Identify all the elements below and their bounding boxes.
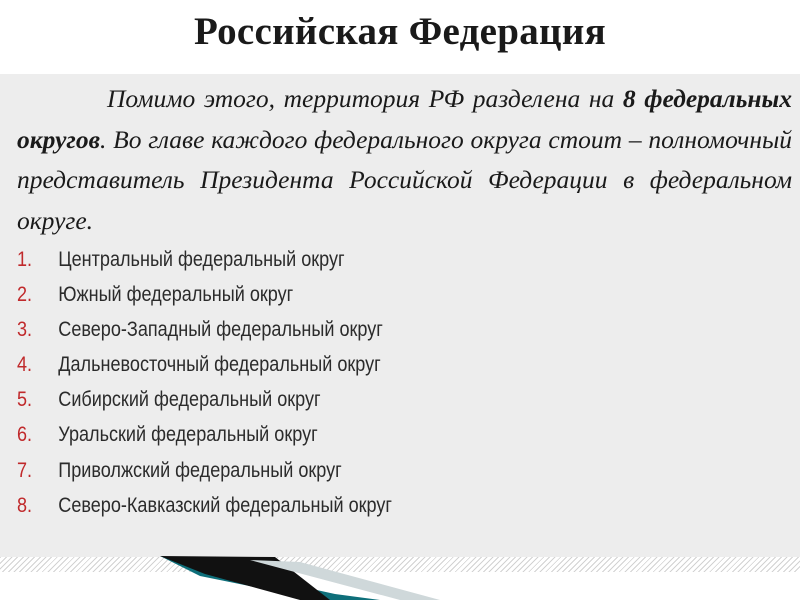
decorative-swoosh [0, 552, 800, 600]
list-item [17, 312, 392, 347]
list-item-number: 8. [17, 493, 33, 517]
list-item [17, 453, 392, 488]
list-item-label: Северо-Кавказский федеральный округ [58, 493, 393, 517]
intro-bold-text: 8 федеральных округов [17, 84, 793, 154]
list-item-number: 3. [17, 318, 33, 342]
list-item-label: Северо-Западный федеральный округ [58, 318, 383, 342]
intro-text-1: Помимо этого, территория РФ разделена на [107, 84, 623, 113]
slide-title: Российская Федерация [193, 10, 606, 53]
swoosh-dark-shape [160, 556, 330, 600]
list-item-number: 2. [17, 283, 33, 307]
list-item [17, 277, 392, 312]
list-item-number: 5. [17, 388, 33, 412]
list-item-label: Дальневосточный федеральный округ [58, 353, 381, 377]
list-item-number: 6. [17, 423, 33, 447]
list-item-label: Уральский федеральный округ [58, 423, 318, 447]
list-item [17, 347, 392, 382]
district-list [17, 242, 453, 523]
list-item-label: Южный федеральный округ [58, 283, 294, 307]
intro-paragraph [17, 79, 792, 241]
list-item-label: Центральный федеральный округ [58, 248, 345, 271]
list-item [17, 488, 392, 523]
list-item-label: Сибирский федеральный округ [58, 388, 321, 412]
list-item-label: Приволжский федеральный округ [58, 458, 342, 482]
list-item [17, 417, 392, 452]
list-item-number: 1. [17, 248, 33, 271]
intro-text-2: . Во главе каждого федерального округа стоит – полномочный представитель Президента Российской Федерации в федеральном округе. [17, 124, 792, 235]
list-item [17, 382, 392, 417]
list-item [17, 242, 392, 277]
list-item-number: 4. [17, 353, 33, 377]
list-item-number: 7. [17, 458, 33, 482]
